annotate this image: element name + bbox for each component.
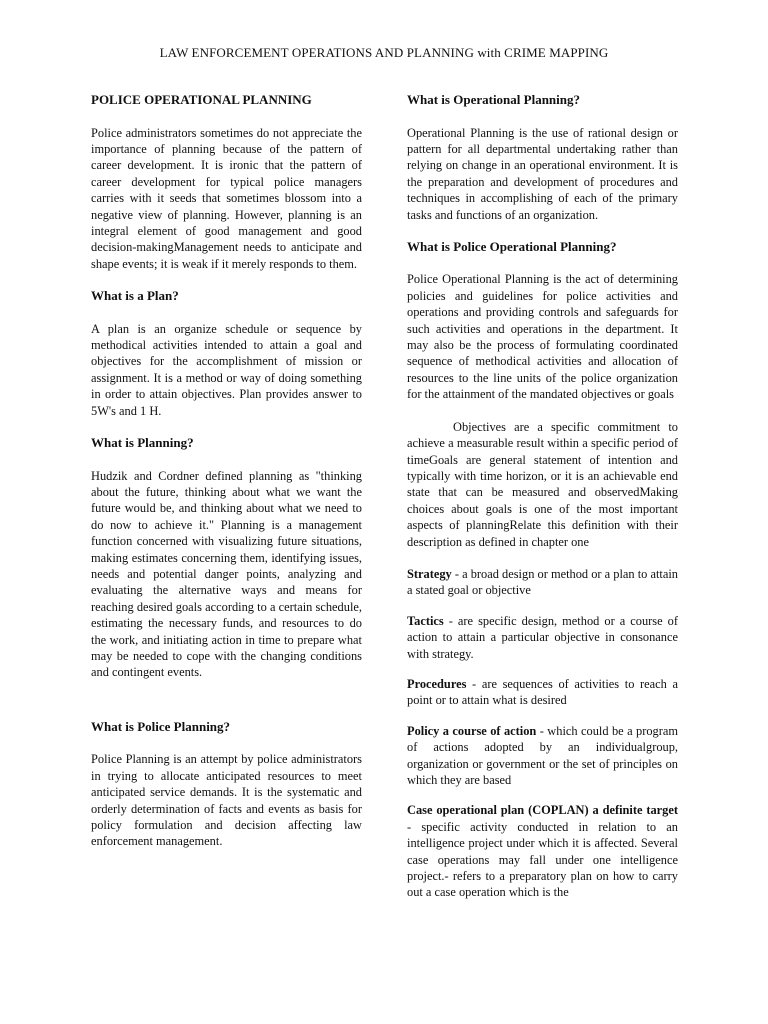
paragraph-police-planning: Police Planning is an attempt by police administrators in trying to allocate anticipated resources to meet anticipated service demands. It is the systematic and orderly determination of facts and events as basis for policy formulation and decision affecting law enforcement management. [91,752,362,849]
term-policy: Policy a course of action [407,723,537,738]
heading-what-is-police-operational-planning: What is Police Operational Planning? [407,238,617,254]
left-column [91,92,362,866]
text-strategy: - a broad design or method or a plan to attain a stated goal or objective [407,566,678,598]
right-column-clip [407,92,678,930]
term-strategy: Strategy [407,566,452,581]
definition-strategy [407,566,678,599]
definition-tactics [407,613,678,662]
right-column [407,92,678,901]
paragraph-objectives: Objectives are a specific commitment to achieve a measurable result within a specific period of timeGoals are general statement of intention and typically with time horizon, or it is an achievable end state that can be measured and observedMaking choices about goals is one of the most important aspects of planningRelate this definition with their description as defined in chapter one [407,419,678,549]
page-header: LAW ENFORCEMENT OPERATIONS AND PLANNING with CRIME MAPPING [159,45,609,60]
text-procedures: - are sequences of activities to reach a point or to attain what is desired [407,676,678,708]
text-tactics: - are specific design, method or a course of action to attain a particular objective in consonance with strategy. [407,613,678,661]
paragraph-police-operational-planning: Police Operational Planning is the act of determining policies and guidelines for police activities and operations and providing controls and safeguards for such activities and operations in the department. It may also be the process of formulating coordinated sequence of methodical activities and allocation of resources to the line units of the police organization for the attainment of the mandated objectives or goals [407,272,678,402]
paragraph-planning: Hudzik and Cordner defined planning as "thinking about the future, thinking about what we want the future would be, and thinking about what we need to do now to achieve it." Planning is a management function concerned with visualizing future situations, making estimates concerning them, identifying issues, needs and potential danger points, analyzing and evaluating the alternative ways and means for reaching desired goals according to a certain schedule, estimating the necessary funds, and resources to do the work, and initiating action in time to prepare what may be needed to cope with the changing conditions and contingent events. [91,468,362,680]
paragraph-intro: Police administrators sometimes do not appreciate the importance of planning because of the pattern of career development. It is ironic that the pattern of career development for typical police managers carries with it seeds that sometimes blossom into a negative view of planning. However, planning is an integral element of good management and good decision-makingManagement needs to anticipate and shape events; it is weak if it merely responds to them. [91,125,362,271]
heading-police-operational-planning: POLICE OPERATIONAL PLANNING [91,92,312,107]
term-tactics: Tactics [407,613,444,628]
definition-policy [407,723,678,789]
heading-what-is-planning: What is Planning? [91,435,194,451]
text-policy: - which could be a program of actions adopted by an individualgroup, organization or government or the set of principles on which they are based [407,723,678,787]
term-procedures: Procedures [407,676,467,691]
term-coplan: Case operational plan (COPLAN) a definite target [407,803,678,818]
definition-coplan [407,802,678,900]
paragraph-operational-planning: Operational Planning is the use of rational design or pattern for all departmental undertaking rather than relying on change in an operational environment. It is the preparation and development of procedures and techniques in accomplishing of each of the primary tasks and functions of an organization. [407,125,678,222]
heading-what-is-a-plan: What is a Plan? [91,288,179,304]
paragraph-plan: A plan is an organize schedule or sequence by methodical activities intended to attain a goal and objectives for the accomplishment of mission or assignment. It is a method or way of doing something in order to attain objectives. Plan provides answer to 5W's and 1 H. [91,321,362,418]
heading-what-is-operational-planning: What is Operational Planning? [407,92,580,107]
definition-procedures [407,676,678,709]
heading-what-is-police-planning: What is Police Planning? [91,718,231,734]
text-coplan: - specific activity conducted in relation to an intelligence project under which it is affected. Several case operations may fall under one intelligence project.- refers to a preparatory plan on how to carry out a case operation which is the [407,819,678,900]
